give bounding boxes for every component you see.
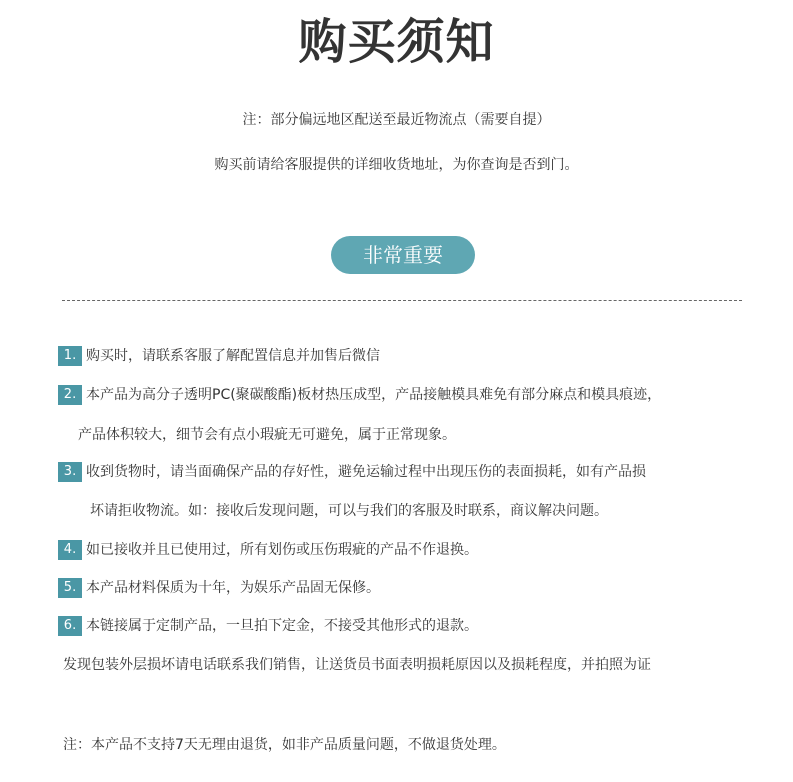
dashed-divider	[62, 300, 742, 301]
rule-text-2-continued: 产品体积较大，细节会有点小瑕疵无可避免，属于正常现象。	[78, 427, 456, 443]
rule-number-2: 2.	[58, 385, 82, 405]
rule-text-1: 购买时，请联系客服了解配置信息并加售后微信	[86, 348, 380, 364]
rule-number-4: 4.	[58, 540, 82, 560]
important-badge: 非常重要	[331, 236, 475, 274]
rule-text-4: 如已接收并且已使用过，所有划伤或压伤瑕疵的产品不作退换。	[86, 542, 478, 558]
rule-item-5	[58, 578, 380, 598]
page-title: 购买须知	[298, 14, 495, 70]
rule-text-3-continued: 坏请拒收物流。如：接收后发现问题，可以与我们的客服及时联系，商议解决问题。	[90, 503, 608, 519]
rule-item-4	[58, 540, 478, 560]
note-remote-delivery: 注：部分偏远地区配送至最近物流点（需要自提）	[242, 112, 551, 128]
rule-text-6: 本链接属于定制产品，一旦拍下定金，不接受其他形式的退款。	[86, 618, 478, 634]
rule-text-2: 本产品为高分子透明PC(聚碳酸酯)板材热压成型，产品接触模具难免有部分麻点和模具痕迹，	[86, 387, 662, 403]
note-address: 购买前请给客服提供的详细收货地址，为你查询是否到门。	[214, 157, 579, 173]
rule-item-1	[58, 346, 380, 366]
footer-damage-note: 发现包装外层损坏请电话联系我们销售，让送货员书面表明损耗原因以及损耗程度，并拍照为证	[63, 657, 651, 673]
rule-item-3	[58, 462, 646, 482]
rule-item-2	[58, 385, 661, 405]
rule-number-5: 5.	[58, 578, 82, 598]
rule-number-3: 3.	[58, 462, 82, 482]
rule-number-6: 6.	[58, 616, 82, 636]
rule-number-1: 1.	[58, 346, 82, 366]
rule-text-3: 收到货物时，请当面确保产品的存好性，避免运输过程中出现压伤的表面损耗，如有产品损	[86, 464, 646, 480]
footer-return-note: 注：本产品不支持7天无理由退货，如非产品质量问题，不做退货处理。	[63, 737, 506, 753]
rule-item-6	[58, 616, 478, 636]
rule-text-5: 本产品材料保质为十年，为娱乐产品固无保修。	[86, 580, 380, 596]
